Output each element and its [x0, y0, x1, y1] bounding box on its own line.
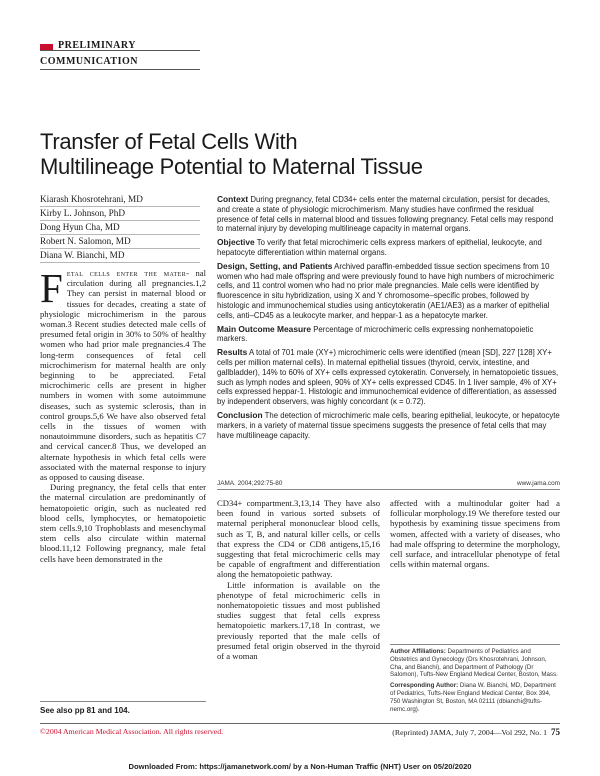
drop-cap: F — [40, 265, 63, 311]
citation: JAMA. 2004;292:75-80 — [217, 480, 283, 487]
author-affiliations — [390, 648, 560, 716]
paragraph: Fetal cells enter the mater- nal circulation during all pregnancies.1,2 They can persist in maternal blood or tissues for decades, creating a state of physiologic microchimerism in the parous woman.3 Recent studies detected male cells of presumed fetal origin in 30% to 50% of healthy women who had prior male pregnancies.4 The long-term consequences of fetal cell microchimerism for maternal health are only beginning to be appreciated. Fetal microchimeric cells are present in higher numbers in women with some autoimmune diseases, such as systemic sclerosis, than in control groups.5,6 We have also observed fetal cells in the tissues of women with nonautoimmune disorders, such as hepatitis C7 and cervical cancer.8 Thus, we developed an alternate hypothesis in which fetal cells were associated with the maternal response to injury as opposed to causing disease. — [40, 265, 206, 483]
abstract-design: Design, Setting, and Patients Archived paraffin-embedded tissue section specimens from 10 women who had male offspring and were previously found to have high numbers of microchimeric cells, and 11 control women who had no prior male pregnancies. Male cells were identified by fluorescence in situ hybridization, using X and Y chromosome–specific probes, followed by histologic and immunochemical studies using anticytokeratin (AE1/AE3) as a marker of epithelial cells, anti–CD45 as a leukocyte marker, and heppar-1 as a hepatocyte marker. — [217, 260, 555, 320]
corresponding-author: Corresponding Author: Diana W. Bianchi, MD, Department of Pediatrics, Tufts-New England Medical Center, Box 394, 750 Washington St, Boston, MA 02111 (dbianchi@tufts-nemc.org). — [390, 682, 556, 713]
footer-rule — [40, 723, 560, 724]
affiliations: Author Affiliations: Departments of Pediatrics and Obstetrics and Gynecology (Drs Khosrotehrani, Johnson, Cha, and Bianchi), and Department of Pathology (Dr Salomon), Tufts-New England Medical Center, Boston, Mass. — [390, 648, 558, 679]
article-title — [40, 129, 560, 179]
author: Kiarash Khosrotehrani, MD — [40, 193, 200, 207]
affiliation-rule — [390, 644, 560, 645]
paragraph: During pregnancy, the fetal cells that enter the maternal circulation are predominantly of hematopoietic origin, such as nucleated red blood cells, lymphocytes, or hematopoietic stem cells.9,10 Trophoblasts and mesenchymal stem cells also circulate within maternal blood.11,12 Following pregnancy, male fetal cells have been demonstrated in the — [40, 482, 206, 564]
author: Robert N. Salomon, MD — [40, 235, 200, 249]
abstract-context: Context During pregnancy, fetal CD34+ cells enter the maternal circulation, persist for decades, and create a state of physiologic microchimerism. Many studies have confirmed the residual presence of fetal cells in maternal blood and tissues following pregnancy. Fetal cells may respond to maternal injury by developing multilineage capacity in maternal organs. — [217, 194, 554, 234]
copyright: ©2004 American Medical Association. All rights reserved. — [40, 727, 224, 736]
abstract-outcome: Main Outcome Measure Percentage of microchimeric cells expressing nonhematopoietic markers. — [217, 323, 534, 344]
citation-row — [217, 480, 560, 490]
section-label-preliminary: PRELIMINARY — [58, 40, 136, 51]
author: Diana W. Bianchi, MD — [40, 249, 200, 263]
section-label-communication: COMMUNICATION — [40, 56, 138, 67]
see-also-link[interactable]: See also pp 81 and 104. — [40, 706, 130, 715]
title-line-1: Transfer of Fetal Cells With — [40, 129, 298, 154]
title-line-2: Multilineage Potential to Maternal Tissue — [40, 154, 423, 179]
abstract-results: Results A total of 701 male (XY+) microchimeric cells were identified (mean [SD], 227 [128] XY+ cells per million maternal cells). In maternal epithelial tissues (thyroid, cervix, intestine, and gallbladder), 14% to 60% of XY+ cells expressed cytokeratin. Conversely, in hematopoietic tissues, such as lymph nodes and spleen, 90% of XY+ cells expressed CD45. In 1 liver sample, 4% of XY+ cells expressed heppar-1. Histologic and immunochemical evidence of differentiation, as assessed by independent observers, was highly concordant (κ = 0.72). — [217, 347, 559, 407]
folio: (Reprinted) JAMA, July 7, 2004—Vol 292, No. 1 75 — [392, 727, 560, 737]
abstract-objective: Objective To verify that fetal microchimeric cells express markers of epithelial, leukocyte, and hepatocyte differentiation within maternal organs. — [217, 237, 542, 257]
author: Dong Hyun Cha, MD — [40, 221, 200, 235]
abstract — [217, 195, 560, 444]
abstract-conclusion: Conclusion The detection of microchimeric male cells, bearing epithelial, leukocyte, or hepatocyte markers, in a variety of maternal tissue specimens suggests the presence of fetal cells that may have multilineage capacity. — [217, 409, 560, 440]
paragraph: Little information is available on the phenotype of fetal microchimeric cells in nonhematopoietic tissues and most published studies suggest that fetal cells express hematopoietic markers.17,18 In contrast, we previously reported that the male cells of presumed fetal origin observed in the thyroid of a woman — [217, 579, 380, 662]
body-column-2 — [217, 498, 380, 661]
website-link[interactable]: www.jama.com — [517, 480, 560, 487]
body-column-1 — [40, 265, 206, 564]
body-column-3 — [390, 498, 560, 569]
section-rule-bottom — [40, 69, 200, 70]
paragraph: CD34+ compartment.3,13,14 They have also been found in various sorted subsets of maternal peripheral mononuclear blood cells, such as T, B, and natural killer cells, or cells that express the CD4 or CD8 antigens,15,16 suggesting that fetal microchimeric cells may be capable of engraftment and differentiation along the hematopoietic pathway. — [217, 498, 380, 580]
download-notice: Downloaded From: https://jamanetwork.com/ by a Non-Human Traffic (NHT) User on 05/20/2020 — [128, 762, 472, 771]
author-list — [40, 193, 200, 263]
author: Kirby L. Johnson, PhD — [40, 207, 200, 221]
see-also-rule — [40, 701, 206, 702]
paragraph: affected with a multinodular goiter had a follicular morphology.19 We therefore tested our hypothesis by examining tissue specimens from women, affected with a variety of diseases, who had male offspring to determine the morphology, cell surface, and intracellular phenotype of fetal cells within maternal organs. — [390, 498, 560, 570]
page-number: 75 — [551, 727, 560, 737]
